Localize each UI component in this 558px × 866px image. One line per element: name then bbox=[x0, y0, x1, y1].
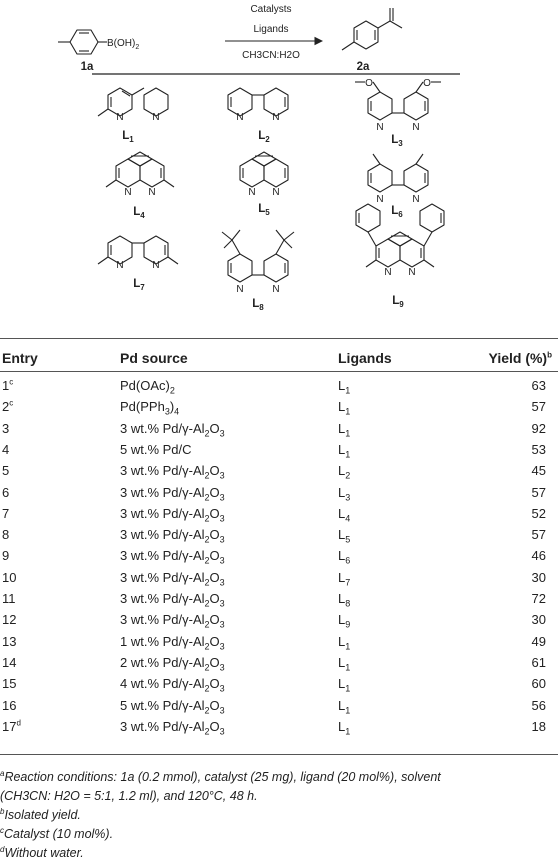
atom-N: N bbox=[376, 122, 384, 133]
cell-yield: 63 bbox=[531, 378, 546, 393]
cell-yield: 60 bbox=[531, 676, 546, 692]
ligand-letter: L bbox=[338, 505, 346, 521]
pd-subscript: 2 bbox=[204, 534, 210, 545]
product-label: 2a bbox=[356, 61, 370, 73]
ligand-subscript: 3 bbox=[345, 492, 351, 503]
pd-subscript: 3 bbox=[219, 641, 225, 652]
pd-subscript: 2 bbox=[204, 705, 210, 716]
table-row bbox=[0, 399, 558, 420]
pd-subscript: 3 bbox=[219, 683, 225, 694]
cell-yield: 61 bbox=[531, 654, 546, 670]
pd-text: O bbox=[209, 676, 220, 692]
cell-yield: 30 bbox=[531, 612, 546, 628]
pd-text: O bbox=[209, 612, 220, 628]
ligand-letter: L bbox=[338, 441, 346, 457]
atom-N: N bbox=[272, 187, 280, 198]
entry-number: 15 bbox=[2, 676, 17, 692]
cell-ligand bbox=[338, 527, 351, 545]
atom-N: N bbox=[116, 260, 124, 271]
ligand-letter: L bbox=[338, 420, 346, 436]
ligand-letter: L bbox=[338, 591, 346, 606]
pd-text: 3 wt.% Pd/γ-Al bbox=[120, 612, 205, 628]
atom-N: N bbox=[272, 112, 280, 123]
ligand-subscript: 2 bbox=[345, 470, 351, 481]
footnote-mark: c bbox=[0, 825, 4, 835]
pd-text: ) bbox=[169, 399, 175, 415]
pd-text: O bbox=[209, 654, 220, 670]
ligand-subscript: 4 bbox=[345, 513, 351, 524]
ligand-letter: L bbox=[338, 463, 346, 479]
cell-ligand bbox=[338, 633, 351, 652]
pd-subscript: 3 bbox=[219, 619, 225, 630]
cell-pd-source bbox=[120, 612, 225, 630]
ligand-letter: L bbox=[338, 399, 346, 415]
pd-text: 3 wt.% Pd/γ-Al bbox=[120, 569, 205, 585]
ligand-letter: L bbox=[258, 203, 266, 215]
ligand-number: 4 bbox=[140, 211, 145, 220]
pd-subscript: 3 bbox=[219, 428, 225, 439]
atom-N: N bbox=[236, 112, 244, 123]
footnote-mark: d bbox=[0, 844, 5, 854]
ligand-label-L9 bbox=[392, 295, 404, 309]
ligand-letter: L bbox=[338, 718, 346, 734]
entry-number: 9 bbox=[2, 548, 10, 564]
product-2a-structure bbox=[342, 8, 402, 50]
cell-pd-source bbox=[120, 527, 225, 545]
ligand-letter: L bbox=[338, 697, 346, 713]
pd-text: 3 wt.% Pd/γ-Al bbox=[120, 548, 205, 564]
pd-subscript: 3 bbox=[219, 513, 225, 524]
table-row bbox=[0, 634, 558, 655]
ligand-number: 6 bbox=[398, 210, 403, 219]
cell-yield: 57 bbox=[531, 527, 546, 543]
cell-entry bbox=[2, 527, 9, 542]
ligand-letter: L bbox=[338, 548, 346, 564]
cell-ligand bbox=[338, 463, 351, 481]
table-row bbox=[0, 612, 558, 633]
ligand-label-L1 bbox=[122, 130, 134, 144]
cell-pd-source bbox=[120, 654, 225, 673]
entry-number: 11 bbox=[2, 591, 16, 606]
arrow-condition-ligands: Ligands bbox=[253, 24, 289, 35]
cell-entry bbox=[2, 399, 13, 414]
pd-text: O bbox=[209, 548, 220, 564]
cell-yield: 53 bbox=[531, 441, 546, 457]
atom-O: O bbox=[423, 78, 431, 89]
footnote-text: Catalyst (10 mol%). bbox=[4, 827, 114, 841]
table-row bbox=[0, 527, 558, 548]
ligand-letter: L bbox=[258, 130, 266, 142]
cell-entry bbox=[2, 634, 16, 649]
pd-text: 5 wt.% Pd/γ-Al bbox=[120, 697, 205, 713]
pd-subscript: 2 bbox=[204, 513, 210, 524]
atom-N: N bbox=[152, 260, 160, 271]
entry-number: 13 bbox=[2, 633, 17, 649]
pd-subscript: 3 bbox=[219, 534, 225, 545]
ligand-subscript: 1 bbox=[345, 449, 351, 460]
ligand-letter: L bbox=[392, 295, 400, 307]
ligand-subscript: 1 bbox=[345, 683, 351, 694]
cell-ligand bbox=[338, 718, 351, 737]
atom-N: N bbox=[124, 187, 132, 198]
ligand-subscript: 1 bbox=[345, 406, 351, 417]
ligand-number: 9 bbox=[399, 300, 404, 309]
ligand-number: 1 bbox=[129, 135, 134, 144]
footnote-mark: b bbox=[0, 806, 5, 816]
ligand-label-L8 bbox=[252, 298, 264, 312]
pd-text: O bbox=[209, 569, 220, 585]
cell-ligand bbox=[338, 441, 351, 460]
atom-O: O bbox=[365, 78, 373, 89]
atom-N: N bbox=[152, 112, 160, 123]
table-row bbox=[0, 698, 558, 719]
atom-N: N bbox=[384, 267, 392, 278]
cell-ligand bbox=[338, 569, 351, 588]
pd-text: Pd(PPh bbox=[120, 399, 165, 415]
ligand-L5-structure bbox=[240, 152, 288, 187]
ligand-subscript: 5 bbox=[345, 534, 351, 545]
cell-pd-source bbox=[120, 420, 225, 439]
ligand-letter: L bbox=[252, 298, 260, 310]
pd-subscript: 2 bbox=[204, 662, 210, 673]
table-footnotes bbox=[0, 768, 558, 863]
cell-yield: 49 bbox=[531, 633, 546, 649]
table-row bbox=[0, 421, 558, 442]
ligand-letter: L bbox=[133, 278, 141, 290]
cell-entry bbox=[2, 719, 21, 734]
pd-subscript: 3 bbox=[219, 662, 225, 673]
pd-subscript: 2 bbox=[204, 726, 210, 737]
entry-note: c bbox=[9, 398, 14, 408]
pd-text: 3 wt.% Pd/γ-Al bbox=[120, 463, 205, 479]
cell-pd-source bbox=[120, 676, 225, 694]
table-bottom-rule bbox=[0, 754, 558, 755]
cell-ligand bbox=[338, 548, 351, 566]
cell-yield: 92 bbox=[531, 420, 546, 436]
cell-yield: 18 bbox=[531, 718, 546, 734]
reactant-formula-text: B(OH) bbox=[107, 38, 136, 49]
pd-text: Pd(OAc) bbox=[120, 378, 170, 393]
cell-entry bbox=[2, 442, 9, 457]
table-row bbox=[0, 506, 558, 527]
footnote-mark: a bbox=[0, 768, 5, 778]
cell-entry bbox=[2, 612, 16, 627]
pd-text: 3 wt.% Pd/γ-Al bbox=[120, 505, 205, 521]
table-row bbox=[0, 378, 558, 399]
pd-subscript: 3 bbox=[219, 598, 225, 609]
ligand-L7-structure bbox=[98, 236, 178, 264]
pd-subscript: 3 bbox=[219, 492, 225, 503]
cell-pd-source bbox=[120, 633, 225, 652]
header-ligands: Ligands bbox=[338, 350, 392, 366]
pd-subscript: 3 bbox=[164, 406, 170, 417]
ligand-letter: L bbox=[122, 130, 130, 142]
ligand-subscript: 1 bbox=[345, 705, 351, 716]
table-row bbox=[0, 719, 558, 740]
pd-subscript: 3 bbox=[219, 577, 225, 588]
pd-text: O bbox=[209, 484, 220, 500]
cell-entry bbox=[2, 698, 16, 713]
pd-text: 3 wt.% Pd/γ-Al bbox=[120, 718, 205, 734]
ligand-letter: L bbox=[338, 527, 346, 543]
pd-text: 3 wt.% Pd/γ-Al bbox=[120, 527, 205, 543]
entry-number: 8 bbox=[2, 527, 10, 543]
entry-number: 2 bbox=[2, 399, 10, 415]
pd-subscript: 2 bbox=[204, 683, 210, 694]
cell-entry bbox=[2, 676, 16, 691]
atom-N: N bbox=[412, 122, 420, 133]
ligand-number: 7 bbox=[140, 283, 145, 292]
pd-text: O bbox=[209, 718, 220, 734]
cell-pd-source bbox=[120, 442, 192, 457]
reactant-formula-sub: 2 bbox=[135, 44, 140, 51]
atom-N: N bbox=[412, 194, 420, 205]
cell-yield: 72 bbox=[531, 591, 546, 606]
cell-pd-source bbox=[120, 591, 225, 609]
cell-yield: 30 bbox=[531, 569, 546, 585]
cell-entry bbox=[2, 463, 9, 478]
footnote-text: Isolated yield. bbox=[4, 808, 81, 822]
header-pd-source: Pd source bbox=[120, 350, 188, 366]
entry-note: d bbox=[16, 718, 21, 728]
pd-text: O bbox=[209, 527, 220, 543]
ligand-subscript: 1 bbox=[345, 726, 351, 737]
ligand-L6-structure bbox=[368, 154, 428, 192]
cell-pd-source bbox=[120, 505, 225, 524]
entry-number: 5 bbox=[2, 463, 10, 479]
cell-pd-source bbox=[120, 378, 175, 396]
entry-number: 16 bbox=[2, 697, 17, 713]
entry-number: 14 bbox=[2, 654, 17, 670]
ligand-subscript: 7 bbox=[345, 577, 351, 588]
header-yield bbox=[489, 350, 553, 366]
footnote-line bbox=[0, 806, 558, 825]
cell-yield: 57 bbox=[531, 399, 546, 415]
ligand-subscript: 9 bbox=[345, 619, 351, 630]
cell-ligand bbox=[338, 591, 351, 609]
table-row bbox=[0, 570, 558, 591]
ligand-letter: L bbox=[391, 134, 399, 146]
entry-note: c bbox=[9, 377, 14, 387]
table-row bbox=[0, 485, 558, 506]
atom-N: N bbox=[148, 187, 156, 198]
ligand-label-L6 bbox=[391, 205, 403, 219]
footnote-text: Reaction conditions: 1a (0.2 mmol), catalyst (25 mg), ligand (20 mol%), solvent bbox=[4, 770, 441, 784]
pd-text: 3 wt.% Pd/γ-Al bbox=[120, 420, 205, 436]
atom-N: N bbox=[248, 187, 256, 198]
footnote-line bbox=[0, 768, 558, 787]
pd-subscript: 2 bbox=[204, 641, 210, 652]
ligand-subscript: 1 bbox=[345, 428, 351, 439]
cell-ligand bbox=[338, 654, 351, 673]
table-top-rule bbox=[0, 338, 558, 339]
entry-number: 6 bbox=[2, 484, 10, 500]
cell-ligand bbox=[338, 505, 351, 524]
pd-text: 1 wt.% Pd/γ-Al bbox=[120, 633, 205, 649]
entry-number: 12 bbox=[2, 612, 17, 628]
pd-text: 5 wt.% Pd/C bbox=[120, 441, 192, 457]
cell-yield: 52 bbox=[531, 505, 546, 521]
pd-text: 3 wt.% Pd/γ-Al bbox=[120, 484, 205, 500]
cell-ligand bbox=[338, 420, 351, 439]
pd-subscript: 2 bbox=[204, 428, 210, 439]
ligand-number: 2 bbox=[265, 135, 270, 144]
pd-subscript: 2 bbox=[204, 619, 210, 630]
pd-subscript: 2 bbox=[204, 555, 210, 566]
atom-N: N bbox=[376, 194, 384, 205]
atom-N: N bbox=[272, 284, 280, 295]
arrow-condition-catalysts: Catalysts bbox=[250, 4, 292, 15]
header-yield-note: b bbox=[547, 350, 552, 360]
table-row bbox=[0, 463, 558, 484]
table-row bbox=[0, 548, 558, 569]
cell-pd-source bbox=[120, 569, 225, 588]
cell-entry bbox=[2, 548, 9, 563]
pd-text: 4 wt.% Pd/γ-Al bbox=[120, 676, 205, 692]
atom-N: N bbox=[236, 284, 244, 295]
ligand-subscript: 1 bbox=[345, 641, 351, 652]
pd-subscript: 2 bbox=[204, 470, 210, 481]
cell-pd-source bbox=[120, 697, 225, 716]
ligand-label-L2 bbox=[258, 130, 270, 144]
table-row bbox=[0, 655, 558, 676]
arrow-condition-solvent: CH3CN:H2O bbox=[242, 50, 300, 61]
cell-yield: 46 bbox=[531, 548, 546, 564]
pd-subscript: 3 bbox=[219, 470, 225, 481]
pd-subscript: 3 bbox=[219, 555, 225, 566]
cell-pd-source bbox=[120, 484, 225, 503]
pd-subscript: 3 bbox=[219, 705, 225, 716]
entry-number: 7 bbox=[2, 505, 10, 521]
footnote-line bbox=[0, 787, 558, 806]
pd-subscript: 2 bbox=[169, 385, 175, 396]
ligand-letter: L bbox=[338, 633, 346, 649]
cell-entry bbox=[2, 378, 13, 393]
cell-pd-source bbox=[120, 463, 225, 481]
table-row bbox=[0, 442, 558, 463]
ligand-subscript: 8 bbox=[345, 598, 351, 609]
ligand-letter: L bbox=[338, 676, 346, 692]
ligand-label-L4 bbox=[133, 206, 145, 220]
ligand-subscript: 6 bbox=[345, 555, 351, 566]
reactant-1a-structure bbox=[58, 30, 107, 54]
ligand-L8-structure bbox=[222, 230, 294, 282]
entry-number: 10 bbox=[2, 569, 17, 585]
entry-number: 17 bbox=[2, 718, 17, 734]
cell-ligand bbox=[338, 676, 351, 694]
ligand-letter: L bbox=[338, 612, 346, 628]
ligand-letter: L bbox=[338, 654, 346, 670]
pd-text: O bbox=[209, 591, 220, 606]
pd-text: 3 wt.% Pd/γ-Al bbox=[120, 591, 205, 606]
reactant-formula bbox=[107, 38, 139, 51]
ligand-number: 8 bbox=[259, 303, 264, 312]
cell-ligand bbox=[338, 612, 351, 630]
ligand-letter: L bbox=[338, 378, 346, 393]
entry-number: 1 bbox=[2, 378, 10, 393]
cell-entry bbox=[2, 591, 16, 606]
pd-subscript: 2 bbox=[204, 492, 210, 503]
pd-text: 2 wt.% Pd/γ-Al bbox=[120, 654, 205, 670]
cell-entry bbox=[2, 655, 16, 670]
cell-yield: 57 bbox=[531, 484, 546, 500]
ligand-number: 5 bbox=[265, 208, 270, 217]
ligand-letter: L bbox=[391, 205, 399, 217]
cell-entry bbox=[2, 485, 9, 500]
pd-text: O bbox=[209, 505, 220, 521]
footnote-line bbox=[0, 825, 558, 844]
cell-entry bbox=[2, 570, 16, 585]
table-row bbox=[0, 591, 558, 612]
cell-pd-source bbox=[120, 399, 180, 417]
table-header-rule bbox=[0, 371, 558, 372]
pd-text: O bbox=[209, 633, 220, 649]
cell-pd-source bbox=[120, 548, 225, 566]
reaction-scheme bbox=[0, 0, 558, 322]
pd-text: O bbox=[209, 697, 220, 713]
ligand-letter: L bbox=[338, 569, 346, 585]
ligand-letter: L bbox=[133, 206, 141, 218]
entry-number: 3 bbox=[2, 420, 10, 436]
header-entry: Entry bbox=[2, 350, 38, 366]
cell-ligand bbox=[338, 399, 351, 417]
cell-ligand bbox=[338, 484, 351, 503]
ligand-L4-structure bbox=[106, 152, 174, 187]
ligand-letter: L bbox=[338, 484, 346, 500]
atom-N: N bbox=[116, 112, 124, 123]
header-yield-text: Yield (%) bbox=[488, 350, 548, 366]
cell-pd-source bbox=[120, 718, 225, 737]
reactant-label: 1a bbox=[80, 61, 94, 73]
cell-yield: 45 bbox=[531, 463, 546, 479]
ligand-subscript: 1 bbox=[345, 385, 351, 396]
cell-yield: 56 bbox=[531, 697, 546, 713]
ligand-label-L7 bbox=[133, 278, 145, 292]
pd-subscript: 2 bbox=[204, 577, 210, 588]
footnote-text: (CH3CN: H2O = 5:1, 1.2 ml), and 120°C, 48 h. bbox=[0, 789, 258, 803]
cell-ligand bbox=[338, 697, 351, 716]
pd-text: O bbox=[209, 420, 220, 436]
footnote-line bbox=[0, 844, 558, 863]
pd-subscript: 2 bbox=[204, 598, 210, 609]
entry-number: 4 bbox=[2, 441, 10, 457]
ligand-subscript: 1 bbox=[345, 662, 351, 673]
ligand-label-L3 bbox=[391, 134, 403, 148]
cell-entry bbox=[2, 421, 9, 436]
cell-entry bbox=[2, 506, 9, 521]
ligand-number: 3 bbox=[398, 139, 403, 148]
pd-subscript: 3 bbox=[219, 726, 225, 737]
pd-subscript: 4 bbox=[174, 406, 180, 417]
atom-N: N bbox=[408, 267, 416, 278]
table-row bbox=[0, 676, 558, 697]
footnote-text: Without water. bbox=[4, 846, 84, 860]
pd-text: O bbox=[209, 463, 220, 479]
cell-ligand bbox=[338, 378, 351, 396]
ligand-label-L5 bbox=[258, 203, 270, 217]
